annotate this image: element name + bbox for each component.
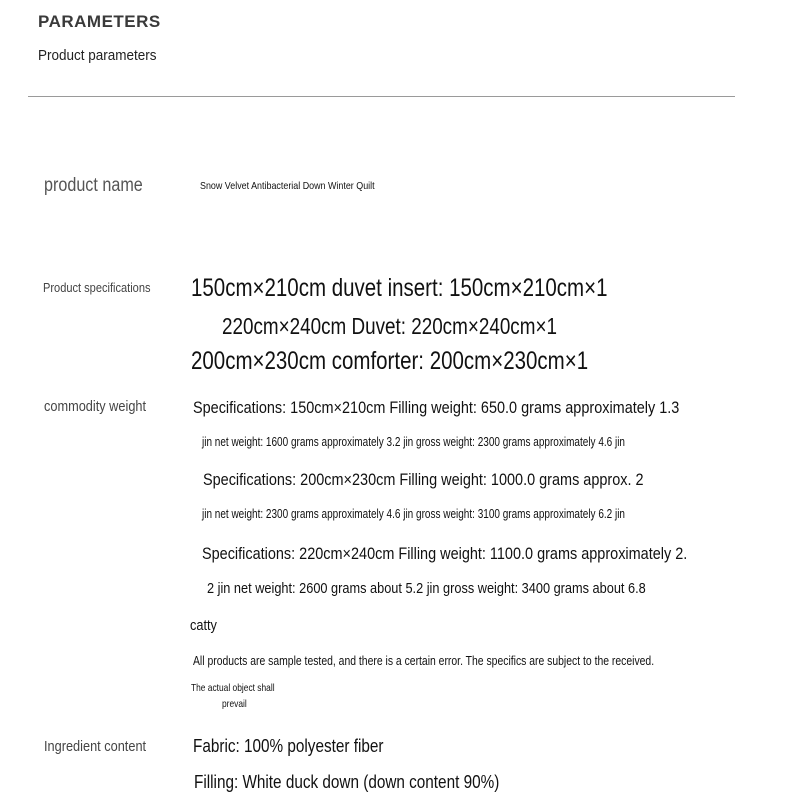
product-name-value: Snow Velvet Antibacterial Down Winter Quilt xyxy=(200,180,375,192)
disclaimer-line: prevail xyxy=(222,698,247,710)
disclaimer-line: The actual object shall xyxy=(191,682,275,694)
page-title: PARAMETERS xyxy=(38,12,161,31)
header-divider xyxy=(28,96,735,97)
weight-line: Specifications: 200cm×230cm Filling weight: 1000.0 grams approx. 2 xyxy=(203,470,644,489)
weight-line: catty xyxy=(190,617,217,634)
ingredient-line: Fabric: 100% polyester fiber xyxy=(193,736,384,756)
disclaimer-line: All products are sample tested, and there is a certain error. The specifics are subject to the received. xyxy=(193,653,655,668)
weight-line: jin net weight: 1600 grams approximately 3.2 jin gross weight: 2300 grams approximately 4.6 jin xyxy=(202,435,625,449)
weight-line: Specifications: 150cm×210cm Filling weight: 650.0 grams approximately 1.3 xyxy=(193,398,680,417)
commodity-weight-label: commodity weight xyxy=(44,398,147,415)
spec-line: 150cm×210cm duvet insert: 150cm×210cm×1 xyxy=(191,274,608,302)
product-name-label: product name xyxy=(44,175,143,196)
spec-line: 220cm×240cm Duvet: 220cm×240cm×1 xyxy=(222,313,557,339)
weight-line: jin net weight: 2300 grams approximately 4.6 jin gross weight: 3100 grams approximately 6.2 jin xyxy=(202,507,625,521)
ingredient-line: Filling: White duck down (down content 90%) xyxy=(194,772,500,792)
specifications-label: Product specifications xyxy=(43,280,151,295)
ingredient-label: Ingredient content xyxy=(44,738,147,755)
weight-line: 2 jin net weight: 2600 grams about 5.2 jin gross weight: 3400 grams about 6.8 xyxy=(207,580,646,597)
weight-line: Specifications: 220cm×240cm Filling weight: 1100.0 grams approximately 2. xyxy=(202,544,688,563)
page-subtitle: Product parameters xyxy=(38,47,157,64)
spec-line: 200cm×230cm comforter: 200cm×230cm×1 xyxy=(191,347,589,375)
